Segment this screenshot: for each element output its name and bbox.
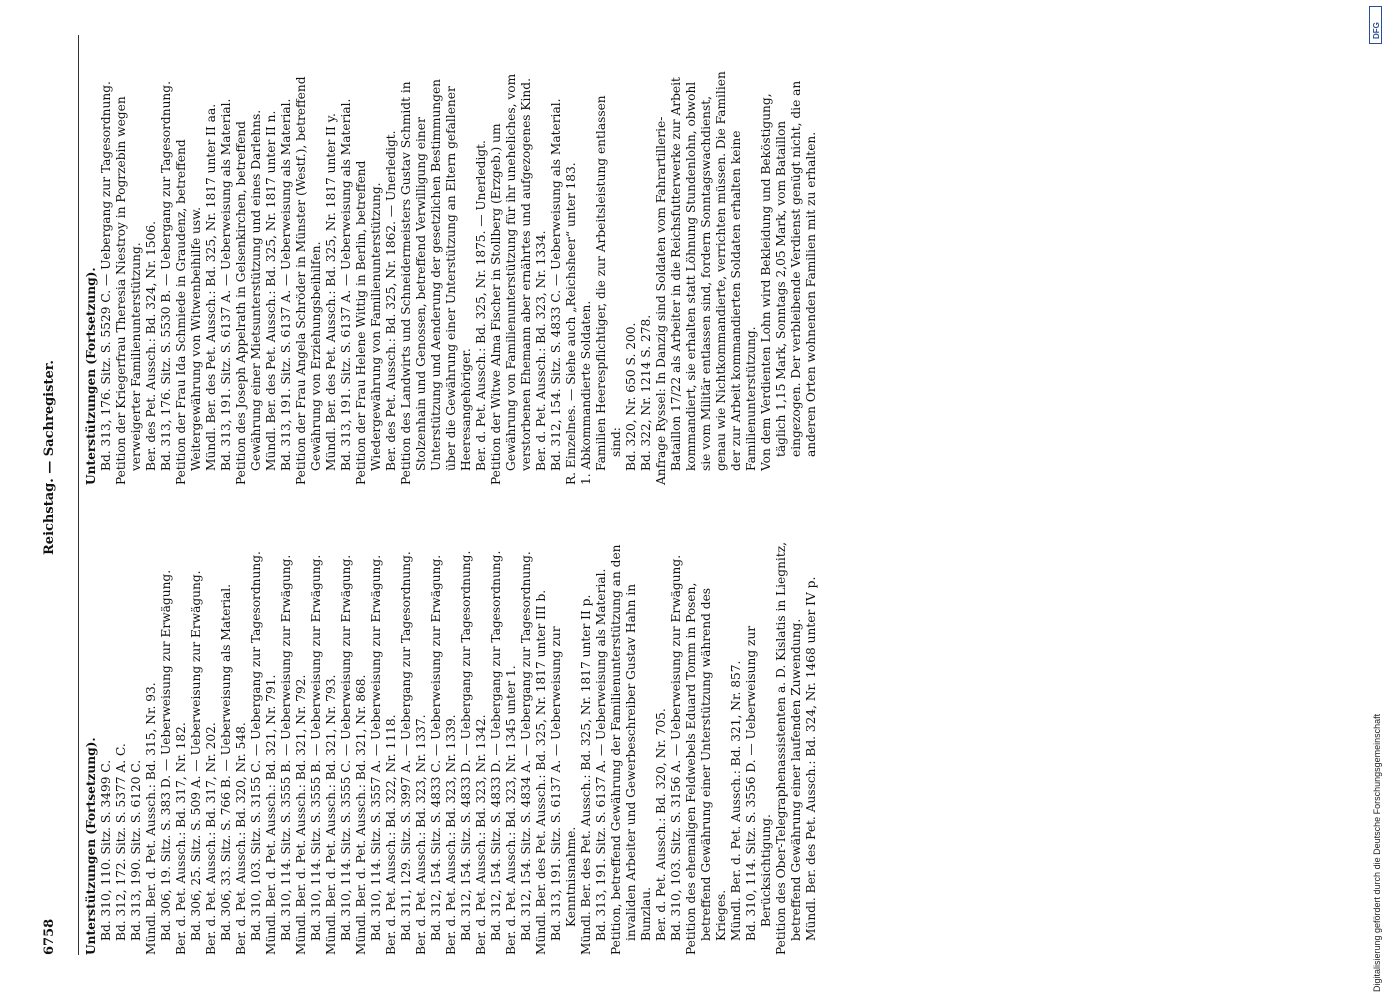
register-entry: Petition der Frau Helene Wittig in Berlin, betreffend Wiedergewährung von Familienunterstützung.	[354, 160, 383, 485]
register-entry: Bd. 310, 103. Sitz. S. 3155 C. — Uebergang zur Tagesordnung.	[249, 551, 263, 941]
register-entry: Bd. 313, 190. Sitz. S. 6120 C.	[129, 759, 143, 941]
register-entry: Ber. d. Pet. Aussch.: Bd. 323, Nr. 1337.	[414, 714, 428, 955]
register-entry: Mündl. Ber. des Pet. Aussch.: Bd. 325, Nr. 1817 unter II n.	[264, 110, 278, 471]
register-entry: Petition der Frau Ida Schmiede in Graudenz, betreffend Weitergewährung von Witwenbeihilfe usw.	[174, 139, 203, 485]
register-entry: Bd. 312, 172. Sitz. S. 5377 A. C.	[114, 743, 128, 941]
register-entry: Bd. 310, 103. Sitz. S. 3156 A. — Ueberweisung zur Erwägung.	[669, 554, 683, 941]
register-entry: Von dem Verdienten Lohn wird Bekleidung und Beköstigung, täglich 1,15 Mark, Sonntags 2,05 Mark, vom Bataillon eingezogen. Der verbleibende Verdienst genügt nicht, die an anderen Orten wohnenden Familien mit zu erhalten.	[759, 80, 818, 471]
register-entry: Bd. 310, 114. Sitz. S. 3555 B. — Ueberweisung zur Erwägung.	[279, 554, 293, 941]
register-entry: Bd. 313, 191. Sitz. S. 6137 A. — Ueberweisung als Material.	[219, 98, 233, 471]
register-entry: Petition des Landwirts und Schneidermeisters Gustav Schmidt in Stolzenhain und Genossen, betreffend Verwilligung einer Unterstützung und Aenderung der gesetzlichen Bestimmungen über die Gewährung einer Unterstützung an Eltern gefallener Heeresangehöriger.	[399, 78, 473, 485]
register-entry: Mündl. Ber. des Pet. Aussch.: Bd. 324, Nr. 1468 unter IV p.	[804, 576, 818, 941]
register-entry: Petition der Frau Angela Schröder in Münster (Westf.), betreffend Gewährung von Erziehungsbeihilfen.	[294, 76, 323, 485]
register-entry: Ber. d. Pet. Aussch.: Bd. 325, Nr. 1875. — Unerledigt.	[474, 140, 488, 471]
left-column	[84, 540, 818, 955]
register-entry: Anfrage Ryssel: In Danzig sind Soldaten vom Fahrartillerie-Bataillon 17/22 als Arbeiter in die Reichsfutterwerke zur Arbeit kommandiert, sie erhalten statt Löhnung Stundenlohn, obwohl sie vom Militär entlassen sind, fordern Sonntagswachdienst, genau wie Nichtkommandierte, verrichten müssen. Die Familien der zur Arbeit kommandierten Soldaten erhalten keine Familienunterstützung.	[654, 71, 758, 485]
register-entry: Ber. d. Pet. Aussch.: Bd. 323, Nr. 1342.	[474, 714, 488, 955]
register-entry: Petition des ehemaligen Feldwebels Eduard Tomm in Posen, betreffend Gewährung einer Unterstützung während des Krieges.	[684, 582, 728, 955]
register-entry: Bd. 313, 191. Sitz. S. 6137 A. — Ueberweisung als Material.	[339, 98, 353, 471]
register-entry: Ber. d. Pet. Aussch.: Bd. 320, Nr. 705.	[654, 708, 668, 941]
register-entry: Mündl. Ber. des Pet. Aussch.: Bd. 325, Nr. 1817 unter II aa.	[204, 103, 218, 471]
register-entry: Ber. d. Pet. Aussch.: Bd. 317, Nr. 182.	[174, 722, 188, 955]
section-heading: Unterstützungen (Fortsetzung).	[84, 267, 98, 485]
register-entry: Ber. d. Pet. Aussch.: Bd. 317, Nr. 202.	[204, 722, 218, 955]
register-entry: Bd. 313, 176. Sitz. S. 5529 C. — Uebergang zur Tagesordnung.	[99, 81, 113, 471]
register-entry: R. Einzelnes. — Siehe auch „Reichsheer“ unter 183.	[564, 162, 578, 485]
register-entry: Bd. 320, Nr. 650 S. 200.	[624, 322, 638, 471]
register-entry: Mündl. Ber. d. Pet. Aussch.: Bd. 321, Nr. 791.	[264, 674, 278, 955]
page-header	[40, 35, 66, 955]
register-entry: Mündl. Ber. d. Pet. Aussch.: Bd. 321, Nr. 792.	[294, 674, 308, 955]
digitization-note: Digitalisierung gefördert durch die Deutsche Forschungsgemeinschaft	[1372, 713, 1382, 992]
register-entry: Bd. 310, 114. Sitz. S. 3555 B. — Ueberweisung zur Erwägung.	[309, 554, 323, 941]
register-entry: Petition der Kriegerfrau Theresia Niestroy in Pogrzebin wegen verweigerter Familienunterstützung.	[114, 96, 143, 485]
running-title: Reichstag. — Sachregister.	[42, 360, 57, 555]
register-entry: Mündl. Ber. d. Pet. Aussch.: Bd. 321, Nr. 857.	[729, 660, 743, 941]
section-heading: Unterstützungen (Fortsetzung).	[84, 737, 98, 955]
register-entry: Bd. 322, Nr. 1214 S. 278.	[639, 314, 653, 471]
register-entry: Bd. 312, 154. Sitz. S. 4834 A. — Uebergang zur Tagesordnung.	[519, 551, 533, 941]
register-entry: Mündl. Ber. des Pet. Aussch.: Bd. 325, Nr. 1817 unter II p.	[579, 594, 593, 955]
register-entry: Mündl. Ber. des Pet. Aussch.: Bd. 325, Nr. 1817 unter II y.	[324, 113, 338, 471]
register-entry: Bd. 310, 110. Sitz. S. 3499 C.	[99, 759, 113, 941]
register-entry: Bd. 313, 191. Sitz. S. 6137 A. — Ueberweisung als Material.	[594, 568, 608, 941]
register-entry: Petition der Witwe Alma Fischer in Stollberg (Erzgeb.) um Gewährung von Familienunterstützung für ihr uneheliches, vom verstorbenen Ehemann aber ernährtes und aufgezogenes Kind.	[489, 73, 533, 485]
register-entry: Bd. 312, 154. Sitz. S. 4833 D. — Uebergang zur Tagesordnung.	[459, 550, 473, 941]
register-entry: Bd. 312, 154. Sitz. S. 4833 D. — Uebergang zur Tagesordnung.	[489, 550, 503, 941]
register-entry: Ber. des Pet. Aussch.: Bd. 324, Nr. 1506.	[144, 220, 158, 471]
register-entry: Mündl. Ber. d. Pet. Aussch.: Bd. 315, Nr. 93.	[144, 682, 158, 955]
register-entry: Petition, betreffend Gewährung der Familienunterstützung an den invaliden Arbeiter und Gewerbeschreiber Gustav Hahn in Bunzlau.	[609, 544, 653, 955]
right-column	[84, 70, 818, 485]
rotated-page-content	[40, 35, 1310, 955]
register-entry: Bd. 306, 33. Sitz. S. 766 B. — Ueberweisung als Material.	[219, 583, 233, 941]
register-entry: Bd. 310, 114. Sitz. S. 3556 D. — Ueberweisung zur Berücksichtigung.	[744, 625, 773, 941]
register-entry: Ber. des Pet. Aussch.: Bd. 325, Nr. 1862. — Unerledigt.	[384, 130, 398, 471]
register-entry: Mündl. Ber. d. Pet. Aussch.: Bd. 321, Nr. 868.	[354, 674, 368, 955]
register-entry: Bd. 306, 25. Sitz. S. 509 A. — Ueberweisung zur Erwägung.	[189, 570, 203, 941]
register-entry: Petition des Ober-Telegraphenassistenten a. D. Kislatis in Liegnitz, betreffend Gewährung einer laufenden Zuwendung.	[774, 541, 803, 955]
register-entry: Mündl. Ber. d. Pet. Aussch.: Bd. 321, Nr. 793.	[324, 674, 338, 955]
register-entry: Bd. 306, 19. Sitz. S. 383 D. — Ueberweisung zur Erwägung.	[159, 569, 173, 941]
register-entry: Bd. 312, 154. Sitz. S. 4833 C. — Ueberweisung zur Erwägung.	[429, 554, 443, 941]
register-entry: Bd. 313, 191. Sitz. S. 6137 A. — Ueberweisung zur Kenntnisnahme.	[549, 626, 578, 941]
register-entry: Petition des Joseph Appelrath in Gelsenkirchen, betreffend Gewährung einer Mietsunterstützung und eines Darlehns.	[234, 109, 263, 485]
register-entry: Bd. 310, 114. Sitz. S. 3555 C. — Ueberweisung zur Erwägung.	[339, 554, 353, 941]
register-entry: Mündl. Ber. des Pet. Aussch.: Bd. 325, Nr. 1817 unter III b.	[534, 589, 548, 955]
dfg-logo-text: DFG	[1372, 22, 1381, 39]
register-entry: Bd. 312, 154. Sitz. S. 4833 C. — Ueberweisung als Material.	[549, 98, 563, 471]
register-entry: Ber. d. Pet. Aussch.: Bd. 323, Nr. 1345 unter 1.	[504, 665, 518, 955]
register-entry: Bd. 310, 114. Sitz. S. 3557 A. — Ueberweisung zur Erwägung.	[369, 554, 383, 941]
register-entry: Ber. d. Pet. Aussch.: Bd. 323, Nr. 1339.	[444, 714, 458, 955]
register-entry: Ber. d. Pet. Aussch.: Bd. 320, Nr. 548.	[234, 722, 248, 955]
register-entry: 1. Abkommandierte Soldaten.	[579, 300, 593, 485]
register-entry: Bd. 313, 191. Sitz. S. 6137 A. — Ueberweisung als Material.	[279, 98, 293, 471]
register-entry: Bd. 313, 176. Sitz. S. 5530 B. — Uebergang zur Tagesordnung.	[159, 81, 173, 471]
register-entry: Ber. d. Pet. Aussch.: Bd. 323, Nr. 1334.	[534, 230, 548, 471]
register-entry: Ber. d. Pet. Aussch.: Bd. 322, Nr. 1118.	[384, 714, 398, 955]
register-entry: Familien Heerespflichtiger, die zur Arbeitsleistung entlassen sind:	[594, 95, 623, 471]
page-number: 6758	[42, 918, 57, 955]
header-rule	[78, 35, 79, 955]
register-entry: Bd. 311, 129. Sitz. S. 3997 A. — Uebergang zur Tagesordnung.	[399, 551, 413, 941]
